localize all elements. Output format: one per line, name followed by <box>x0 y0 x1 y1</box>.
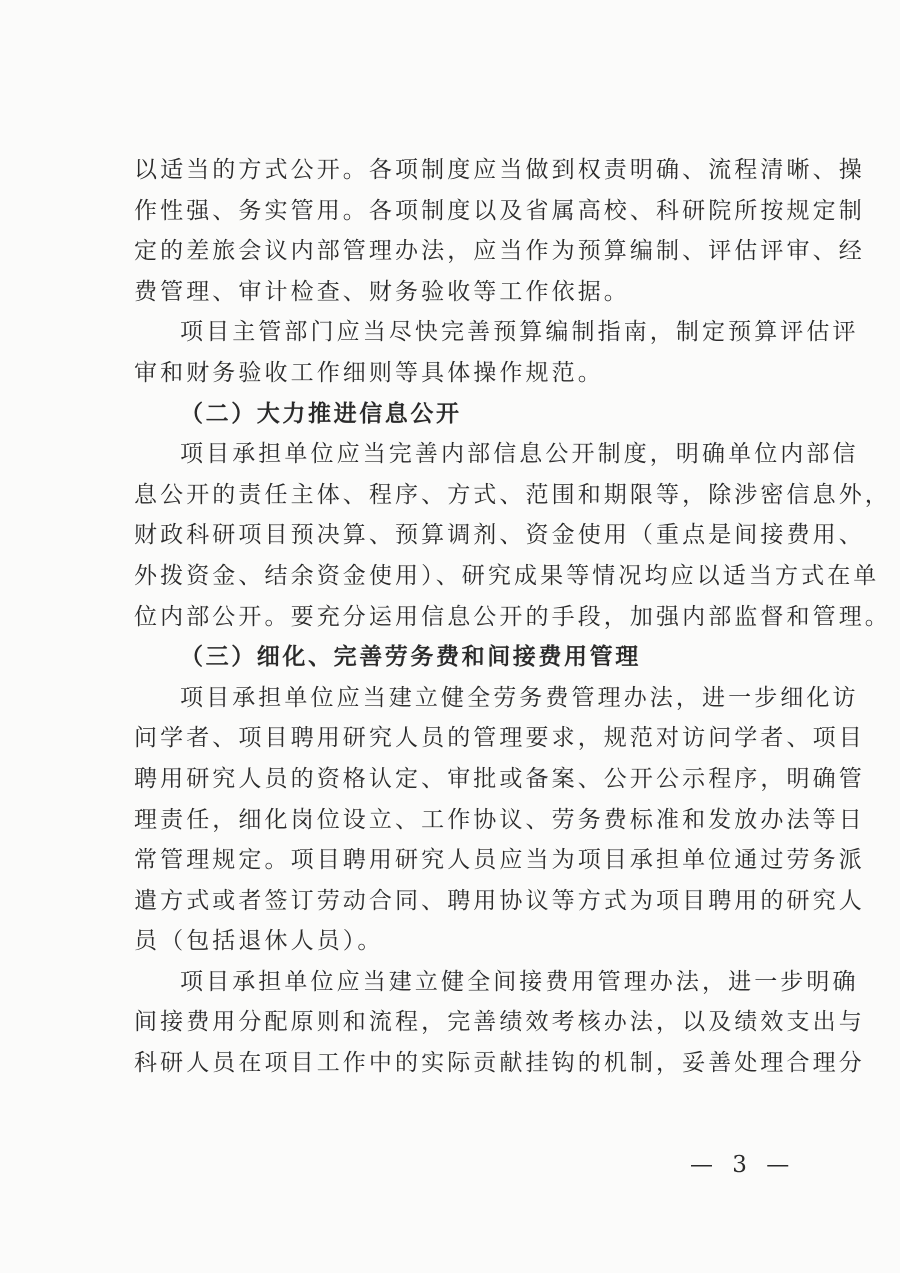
section-heading-2: （二）大力推进信息公开 <box>180 400 462 427</box>
body-line: 审和财务验收工作细则等具体操作规范。 <box>134 359 604 386</box>
paragraph-start-line: 项目承担单位应当完善内部信息公开制度，明确单位内部信 <box>180 441 859 468</box>
body-line: 科研人员在项目工作中的实际贡献挂钩的机制，妥善处理合理分 <box>134 1050 865 1077</box>
body-line: 问学者、项目聘用研究人员的管理要求，规范对访问学者、项目 <box>134 725 865 752</box>
page-number: — 3 — <box>690 1152 796 1178</box>
paragraph-start-line: 项目承担单位应当建立健全间接费用管理办法，进一步明确 <box>180 968 859 995</box>
body-line: 员（包括退休人员）。 <box>134 928 384 955</box>
paragraph-start-line: 项目承担单位应当建立健全劳务费管理办法，进一步细化访 <box>180 684 859 711</box>
body-line: 聘用研究人员的资格认定、审批或备案、公开公示程序，明确管 <box>134 765 865 792</box>
body-line: 息公开的责任主体、程序、方式、范围和期限等，除涉密信息外， <box>134 481 891 508</box>
body-line: 间接费用分配原则和流程，完善绩效考核办法，以及绩效支出与 <box>134 1009 865 1036</box>
section-heading-3: （三）细化、完善劳务费和间接费用管理 <box>180 644 641 671</box>
body-line: 常管理规定。项目聘用研究人员应当为项目承担单位通过劳务派 <box>134 847 865 874</box>
body-line: 理责任，细化岗位设立、工作协议、劳务费标准和发放办法等日 <box>134 806 865 833</box>
body-line: 位内部公开。要充分运用信息公开的手段，加强内部监督和管理。 <box>134 603 891 630</box>
document-body <box>134 150 891 1084</box>
body-line: 定的差旅会议内部管理办法，应当作为预算编制、评估评审、经 <box>134 238 865 265</box>
body-line: 费管理、审计检查、财务验收等工作依据。 <box>134 278 630 305</box>
paragraph-start-line: 项目主管部门应当尽快完善预算编制指南，制定预算评估评 <box>180 319 859 346</box>
body-line: 以适当的方式公开。各项制度应当做到权责明确、流程清晰、操 <box>134 157 865 183</box>
body-line: 外拨资金、结余资金使用）、研究成果等情况均应以适当方式在单 <box>134 562 880 589</box>
body-line: 财政科研项目预决算、预算调剂、资金使用（重点是间接费用、 <box>134 522 865 549</box>
body-line: 作性强、务实管用。各项制度以及省属高校、科研院所按规定制 <box>134 197 865 224</box>
body-line: 遣方式或者签订劳动合同、聘用协议等方式为项目聘用的研究人 <box>134 887 865 914</box>
